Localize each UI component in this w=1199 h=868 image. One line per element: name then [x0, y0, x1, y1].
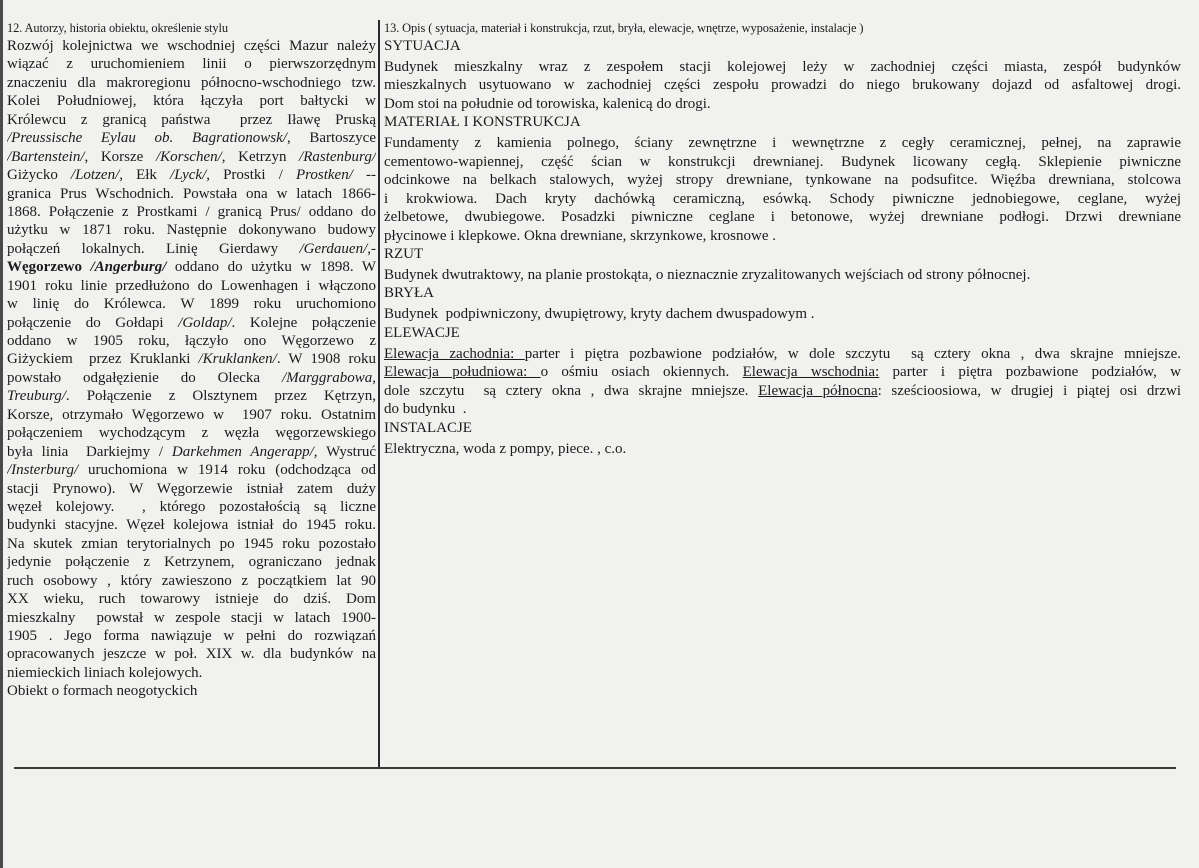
text-line — [7, 572, 376, 590]
column-divider — [378, 20, 380, 769]
text-line — [384, 227, 1181, 245]
text-line — [384, 95, 1181, 113]
text-run: mieszkalnych usytuowano w zachodniej części zespołu prowadzi do niego brukowany dojazd od asfaltowej drogi. — [384, 77, 1181, 94]
text-run: granica Prus Wschodnich. Powstała ona w latach 1866- — [7, 185, 376, 202]
text-run: 1901 roku linie przedłużono do Lowenhagen i włączono — [7, 277, 376, 294]
text-run: Budynek dwutraktowy, na planie prostokąta, o nieznacznie zryzalitowanych wejściach od strony północnej. — [384, 266, 1031, 283]
text-run: węzeł kolejowy. , którego pozostałością są liczne — [7, 498, 376, 515]
place-name: /Rastenburg/ — [299, 148, 376, 165]
text-run: INSTALACJE — [384, 419, 472, 436]
text-run: o ośmiu osiach okiennych. — [540, 364, 743, 381]
text-line — [7, 609, 376, 627]
text-run: , Korsze — [84, 148, 156, 165]
section-13-body — [384, 37, 1181, 458]
text-line — [7, 627, 376, 645]
text-run: 1905 . Jego forma nawiązuje w pełni do rozwiązań — [7, 628, 376, 644]
text-line — [384, 208, 1181, 226]
place-name: Treuburg/ — [7, 388, 66, 405]
place-name: /Bartenstein/ — [7, 148, 85, 165]
text-line — [7, 553, 376, 571]
text-run: Fundamenty z kamienia polnego, ściany zewnętrzne i wewnętrzne z cegły ceramicznej, pełnej, na zaprawie — [384, 135, 1181, 152]
text-line — [384, 266, 1181, 284]
text-run: Giżyckiem przez Kruklanki — [7, 351, 199, 368]
text-run: cementowo-wapiennej, część ścian w konstrukcji drewnianej. Budynek licowany cegłą. Sklepienie piwniczne — [384, 153, 1181, 170]
subsection-heading — [384, 324, 1181, 342]
text-line — [384, 134, 1181, 152]
underlined-label: Elewacja zachodnia: — [384, 345, 525, 362]
place-name: /Kruklanken/ — [198, 351, 277, 368]
place-name: /Marggrabowa, — [281, 369, 376, 386]
text-run: ,- — [367, 240, 376, 257]
text-run: . Połączenie z Olsztynem przez Kętrzyn, — [65, 388, 376, 405]
text-run: Korsze, otrzymało Węgorzewo w 1907 roku. Ostatnim — [7, 406, 376, 423]
underlined-label: Elewacja południowa: — [384, 364, 541, 381]
subsection-heading — [384, 37, 1181, 55]
scan-edge — [0, 0, 3, 868]
underlined-label: Elewacja wschodnia: — [742, 364, 880, 381]
text-run: do budynku . — [384, 401, 467, 418]
text-run: parter i piętra pozbawione podziałów, w — [879, 364, 1181, 381]
text-run: Rozwój kolejnictwa we wschodniej części Mazur należy — [7, 38, 376, 54]
text-line — [7, 682, 376, 700]
text-run: Elektryczna, woda z pompy, piece. , c.o. — [384, 440, 627, 457]
text-run: parter i piętra pozbawione podziałów, w dole szczytu są cztery okna , dwa skrajne mniejsze. — [524, 345, 1181, 362]
text-line — [7, 461, 376, 479]
section-12-body — [7, 37, 376, 701]
text-run: XX wieku, ruch towarowy istnieje do dziś. Dom — [7, 591, 376, 608]
text-line — [384, 382, 1181, 400]
text-run: żelbetowe, dwubiegowe. Posadzki piwniczne ceglane i betonowe, wyżej drewniane podłogi. Drzwi drewniane — [384, 209, 1181, 226]
text-run: , Bartoszyce — [286, 130, 376, 147]
text-line — [7, 166, 376, 184]
text-line — [384, 363, 1181, 381]
text-run: MATERIAŁ I KONSTRUKCJA — [384, 114, 581, 131]
text-line — [7, 37, 376, 55]
text-run: odcinkowe na belkach stalowych, wyżej stropy drewniane, tynkowane na podsufitce. Więźba drewniana, stolcowa — [384, 172, 1181, 189]
text-run: dole szczytu są cztery okna , dwa skrajne mniejsze. — [384, 382, 759, 399]
text-run: . Kolejne połączenie — [231, 314, 376, 331]
text-line — [7, 74, 376, 92]
text-run: ELEWACJE — [384, 324, 460, 341]
text-line — [7, 498, 376, 516]
text-run: połączeń lokalnych. Linię Gierdawy — [7, 240, 300, 257]
text-run: Budynek podpiwniczony, dwupiętrowy, kryty dachem dwuspadowym . — [384, 306, 815, 323]
text-line — [7, 406, 376, 424]
text-line — [7, 664, 376, 682]
text-run: płycinowe i klepkowe. Okna drewniane, skrzynkowe, krosnowe . — [384, 227, 776, 244]
text-line — [384, 400, 1181, 418]
text-run: mieszkalny powstał w zespole stacji w latach 1900- — [7, 609, 376, 626]
text-run: . W 1908 roku — [276, 351, 376, 368]
place-name: /Lotzen/ — [70, 167, 120, 184]
place-name: /Gerdauen/ — [299, 240, 368, 257]
text-run: ruch osobowy , który zawieszono z początkiem lat 90 — [7, 572, 376, 589]
text-run: Giżycko — [7, 167, 71, 184]
text-line — [7, 111, 376, 129]
text-run: Obiekt o formach neogotyckich — [7, 683, 198, 700]
text-line — [384, 440, 1181, 458]
text-line — [7, 424, 376, 442]
text-line — [7, 277, 376, 295]
place-name: /Insterburg/ — [7, 462, 79, 479]
text-run: i krokwiowa. Dach kryty dachówką ceramiczną, esówką. Schody piwniczne jednobiegowe, ceglane, wyżej — [384, 190, 1181, 207]
text-run: -- — [352, 167, 376, 184]
subsection-heading — [384, 113, 1181, 131]
text-line — [7, 350, 376, 368]
text-run: , Wystruć — [313, 443, 376, 460]
text-run: znaczeniu dla makroregionu północno-wschodniego tzw. — [7, 74, 376, 91]
text-run: Królewcu z granicą państwa przez Iławę Pruską — [7, 111, 376, 128]
text-line — [7, 203, 376, 221]
section-12-header: 12. Autorzy, historia obiektu, określenie stylu — [7, 21, 228, 35]
text-run: jedynie połączenie z Ketrzynem, ograniczano jednak — [7, 554, 376, 571]
text-line — [7, 443, 376, 461]
text-line — [7, 258, 376, 276]
text-line — [7, 240, 376, 258]
text-run: Budynek mieszkalny wraz z zespołem stacji kolejowej leży w zachodniej części miasta, zespół budynków — [384, 59, 1181, 75]
text-run: RZUT — [384, 245, 424, 262]
text-run: w linię do Królewca. W 1899 roku uruchomiono — [7, 296, 376, 313]
underlined-label: Elewacja północna — [758, 382, 878, 399]
text-line — [384, 171, 1181, 189]
text-line — [7, 645, 376, 663]
text-run: 1868. Połączenie z Prostkami / granicą Prus/ oddano do — [7, 203, 376, 220]
place-name: /Goldap/ — [178, 314, 232, 331]
bottom-rule — [14, 767, 1176, 769]
text-run: połączeniem wychodzącym z węzła węgorzewskiego — [7, 425, 376, 442]
text-run: oddano do użytku w 1898. W — [166, 259, 376, 276]
text-line — [7, 55, 376, 73]
subsection-heading — [384, 284, 1181, 302]
text-line — [7, 314, 376, 332]
text-run: oddano w 1905 roku, łączyło ono Węgorzewo z — [7, 333, 376, 349]
text-line — [384, 58, 1181, 76]
section-12-history — [7, 19, 376, 701]
text-line — [7, 590, 376, 608]
text-line — [7, 221, 376, 239]
text-line — [7, 92, 376, 110]
text-line — [384, 76, 1181, 94]
text-line — [7, 516, 376, 534]
section-13-description — [384, 19, 1181, 458]
text-line — [384, 345, 1181, 363]
section-13-header: 13. Opis ( sytuacja, materiał i konstrukcja, rzut, bryła, elewacje, wnętrze, wyposażenie, instalacje ) — [384, 21, 864, 35]
text-line — [384, 190, 1181, 208]
text-run: SYTUACJA — [384, 38, 461, 54]
text-line — [7, 369, 376, 387]
text-run: : sześcioosiowa, w drugiej i piątej osi drzwi — [877, 382, 1181, 399]
text-line — [384, 305, 1181, 323]
text-run: BRYŁA — [384, 285, 435, 302]
place-name: /Korschen/ — [155, 148, 222, 165]
text-line — [7, 387, 376, 405]
place-name: /Angerburg/ — [90, 259, 167, 276]
text-run: Kolei Południowej, która łączyła port bałtycki w — [7, 93, 376, 110]
text-run: opracowanych jeszcze w poł. XIX w. dla budynków na — [7, 646, 376, 663]
text-line — [7, 295, 376, 313]
place-name: Darkehmen Angerapp/ — [171, 443, 314, 460]
emphasis: Węgorzewo — [7, 259, 91, 276]
text-line — [7, 480, 376, 498]
text-run: wiązać z uruchomieniem linii o pierwszorzędnym — [7, 56, 376, 73]
text-line — [7, 332, 376, 350]
subsection-heading — [384, 419, 1181, 437]
text-line — [7, 185, 376, 203]
text-run: budynki stacyjne. Węzeł kolejowa istniał do 1945 roku. — [7, 517, 376, 534]
text-run: uruchomiona w 1914 roku (odchodząca od — [78, 462, 376, 479]
text-run: połączenie do Gołdapi — [7, 314, 179, 331]
text-run: , Ełk — [119, 167, 171, 184]
place-name: Prostken/ — [295, 167, 353, 184]
text-line — [384, 153, 1181, 171]
text-run: była linia Darkiejmy / — [7, 443, 172, 460]
text-run: niemieckich liniach kolejowych. — [7, 664, 203, 681]
text-line — [7, 148, 376, 166]
text-run: powstało odgałęzienie do Olecka — [7, 369, 282, 386]
text-run: Dom stoi na południe od torowiska, kalenicą do drogi. — [384, 95, 711, 112]
text-run: , Prostki / — [206, 167, 296, 184]
text-run: użytku w 1871 roku. Następnie dokonywano budowy — [7, 222, 376, 239]
text-run: , Ketrzyn — [221, 148, 300, 165]
text-run: stacji Prynowo). W Węgorzewie istniał zatem duży — [7, 480, 376, 497]
text-line — [7, 129, 376, 147]
text-line — [7, 535, 376, 553]
subsection-heading — [384, 245, 1181, 263]
place-name: /Lyck/ — [170, 167, 207, 184]
place-name: /Preussische Eylau ob. Bagrationowsk/ — [7, 130, 287, 147]
text-run: Na skutek zmian terytorialnych po 1945 roku pozostało — [7, 535, 376, 552]
